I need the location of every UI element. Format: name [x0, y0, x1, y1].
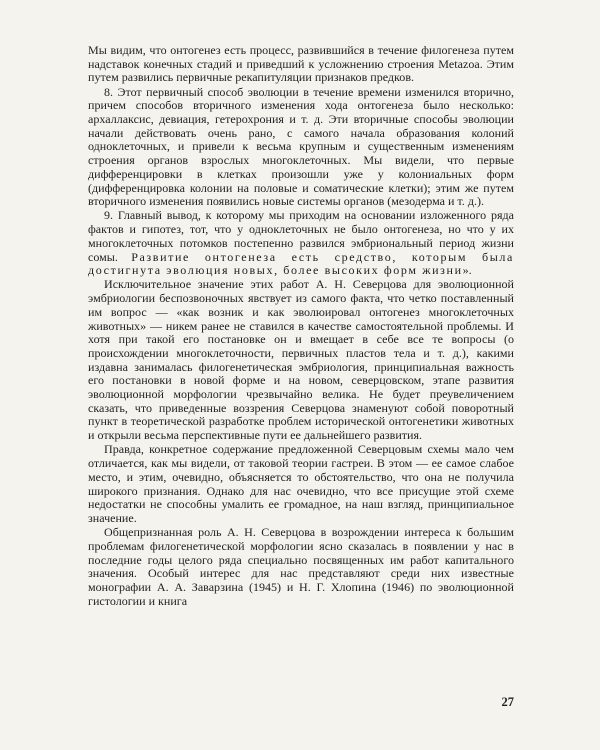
paragraph-text: 9. Главный вывод, к которому мы приходим на основании изложенного ряда фактов и гипотез, тот, что у одноклеточных не было онтогенеза, но что у их многоклеточных потомков постепенно развился эмбриональный период жизни сомы.: [88, 208, 514, 264]
paragraph-text: Мы видим, что онтогенез есть процесс, развившийся в течение филогенеза путем надставок конечных стадий и приведший к усложнению строения Metazoa. Этим путем развились первичные рекапитуляции признаков предков.: [88, 43, 514, 85]
body-text: [88, 44, 514, 608]
paragraph-text: 8. Этот первичный способ эволюции в течение времени изменился вторично, причем способов вторичного изменения хода онтогенеза было несколько: архаллаксис, девиация, гетерохрония и т. д. Эти вторичные способы эволюции начали действовать очень рано, с самого начала образования колоний одноклеточных, и привели к весьма крупным и существенным изменениям строения органов взрослых многоклеточных. Мы видели, что первые дифференцировки в клетках произошли уже у колониальных форм (дифференцировка колонии на половые и соматические клетки); этим же путем вторичного изменения появились новые системы органов (мезодерма и т. д.).: [88, 84, 514, 209]
paragraph: [88, 278, 514, 442]
page-number: 27: [501, 695, 514, 709]
paragraph: [88, 209, 514, 278]
paragraph: [88, 526, 514, 608]
paragraph-text: Общепризнанная роль А. Н. Северцова в возрождении интереса к большим проблемам филогенетической морфологии ясно сказалась в появлении у нас в последние годы целого ряда специально посвященных им работ капитального значения. Особый интерес для нас представляют среди них известные монографии А. А. Заварзина (1945) и Н. Г. Хлопина (1946) по эволюционной гистологии и книга: [88, 525, 514, 608]
paragraph-text: Правда, конкретное содержание предложенной Северцовым схемы мало чем отличается, как мы видели, от таковой теории гастреи. В этом — ее самое слабое место, и этим, очевидно, объясняется то обстоятельство, что она не получила широкого признания. Однако для нас очевидно, что все присущие этой схеме недостатки не способны умалить ее громадное, на наш взгляд, принципиальное значение.: [88, 442, 514, 525]
paragraph-text: Исключительное значение этих работ А. Н. Северцова для эволюционной эмбриологии беспозвоночных явствует из самого факта, что четко поставленный им вопрос — «как возник и как эволюировал онтогенез многоклеточных животных» — никем ранее не ставился в качестве самостоятельной проблемы. И хотя при такой его постановке он и вмещает в себе все те вопросы (о происхождении многоклеточности, первичных пластов тела и т. д.), какими издавна занималась филогенетическая эмбриология, принципиальная важность его постановки в новой форме и на новом, северцовском, этапе развития эволюционной морфологии чрезвычайно велика. Не будет преувеличением сказать, что приведенные воззрения Северцова знаменуют собой поворотный пункт в теоретической разработке проблем исторической онтогенетики животных и открыли весьма перспективные пути ее дальнейшего развития.: [88, 277, 514, 443]
paragraph: [88, 44, 514, 85]
paragraph: [88, 86, 514, 209]
paragraph: [88, 443, 514, 525]
emphasized-text: Развитие онтогенеза есть средство, которым была достигнута эволюция новых, более высоких форм жизни: [88, 249, 514, 278]
paragraph-text: ».: [462, 263, 472, 278]
